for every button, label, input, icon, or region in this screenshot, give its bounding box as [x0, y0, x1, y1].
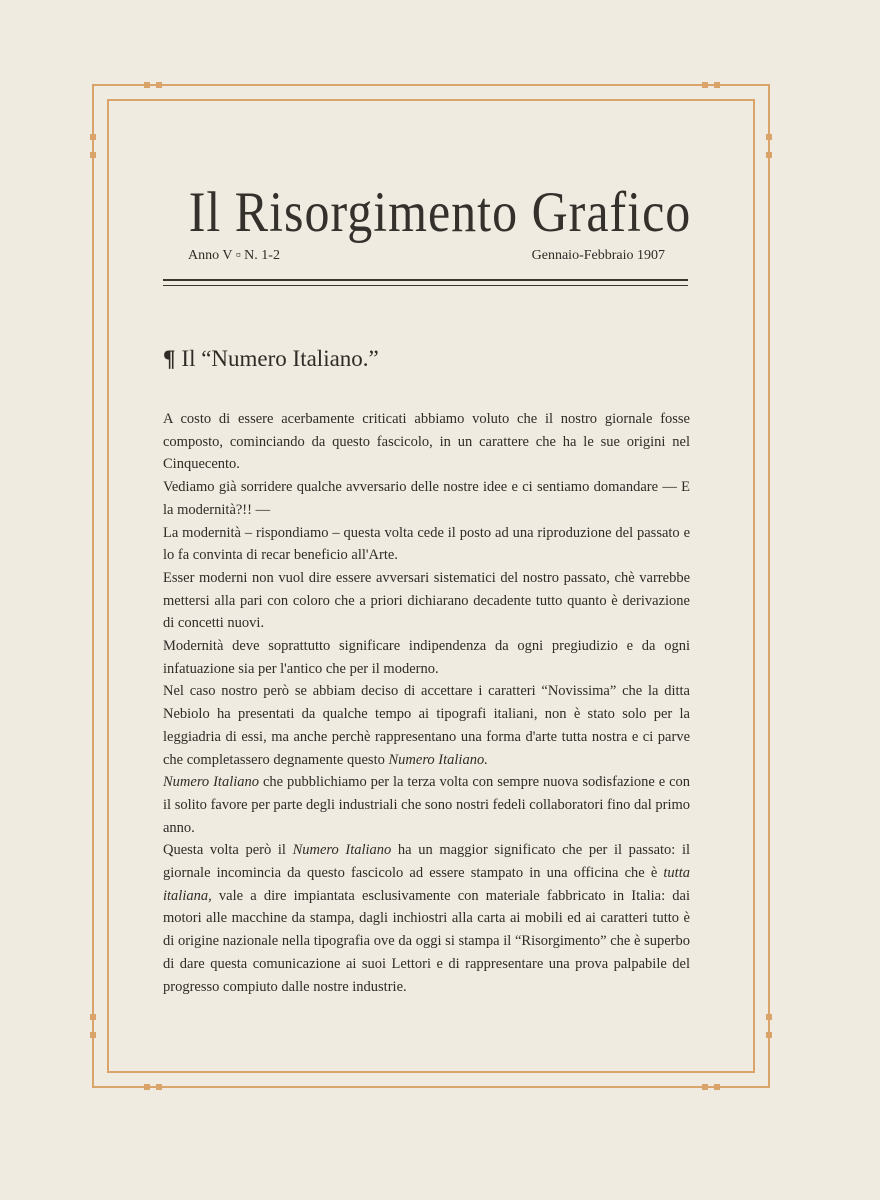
paragraph-text: Nel caso nostro però se abbiam deciso di accettare i caratteri “Novissima” che la ditta Nebiolo ha presentati da qualche tempo ai tipografi italiani, non è stato solo per la leggiadria di essi, ma anche perchè rappresentano una forma d'arte tutta nostra e ci parve che completassero degnamente questo — [163, 683, 690, 768]
issue-number: Anno V ▫ N. 1-2 — [188, 248, 280, 263]
page-title: Il Risorgimento Grafico — [188, 179, 692, 244]
paragraph — [163, 771, 690, 839]
masthead-rule-top — [163, 279, 688, 281]
paragraph-text: vale a dire impiantata esclusivamente con materiale fabbricato in Italia: dai motori alle macchine da stampa, dagli inchiostri alla carta ai mobili ed ai caratteri tutto è di origine nazionale nella tipografia ove da oggi si stampa il “Risorgimento” che è superbo di dare questa comunicazione ai suoi Lettori e di rappresentare una prova palpabile del progresso compiuto dalle nostre industrie. — [163, 887, 690, 995]
section-heading — [163, 346, 379, 372]
emphasis-text: Numero Italiano — [163, 774, 260, 791]
pilcrow-icon: ¶ — [163, 346, 176, 371]
paragraph: Vediamo già sorridere qualche avversario delle nostre idee e ci sentiamo domandare — E la modernità?!! — — [163, 479, 690, 518]
paragraph-text: che pubblichiamo per la terza volta con sempre nuova sodisfazione e con il solito favore per parte degli industriali che sono nostri fedeli collaboratori fino dal primo anno. — [163, 774, 691, 836]
paragraph: A costo di essere acerbamente criticati abbiamo voluto che il nostro giornale fosse composto, cominciando da questo fascicolo, in un carattere che ha le sue origini nel Cinquecento. — [163, 411, 690, 473]
issue-date: Gennaio-Febbraio 1907 — [531, 248, 665, 263]
emphasis-text: Numero Italiano. — [388, 751, 488, 768]
emphasis-text: Numero Italiano — [292, 842, 392, 859]
paragraph — [163, 839, 690, 998]
paragraph: La modernità – rispondiamo – questa volta cede il posto ad una riproduzione del passato e lo fa convinta di recar beneficio all'Arte. — [163, 524, 690, 564]
paragraph-text: Questa volta però il — [163, 842, 286, 859]
section-heading-text: Il “Numero Italiano.” — [181, 346, 379, 371]
article-body — [163, 408, 690, 998]
paragraph: Modernità deve soprattutto significare indipendenza da ogni pregiudizio e da ogni infatuazione sia per l'antico che per il moderno. — [163, 638, 690, 677]
paragraph-text: ha un maggior significato che per il passato: il giornale incomincia da questo fascicolo ad essere stampato in una officina che è — [163, 842, 691, 882]
paragraph: Esser moderni non vuol dire essere avversari sistematici del nostro passato, chè varrebbe mettersi alla pari con coloro che a priori dichiarano decadente tutto quanto è derivazione di concetti nuovi. — [163, 569, 690, 632]
masthead-rule-bottom — [163, 285, 688, 286]
paragraph — [163, 680, 690, 771]
emphasis-text: tutta italiana, — [163, 865, 690, 904]
